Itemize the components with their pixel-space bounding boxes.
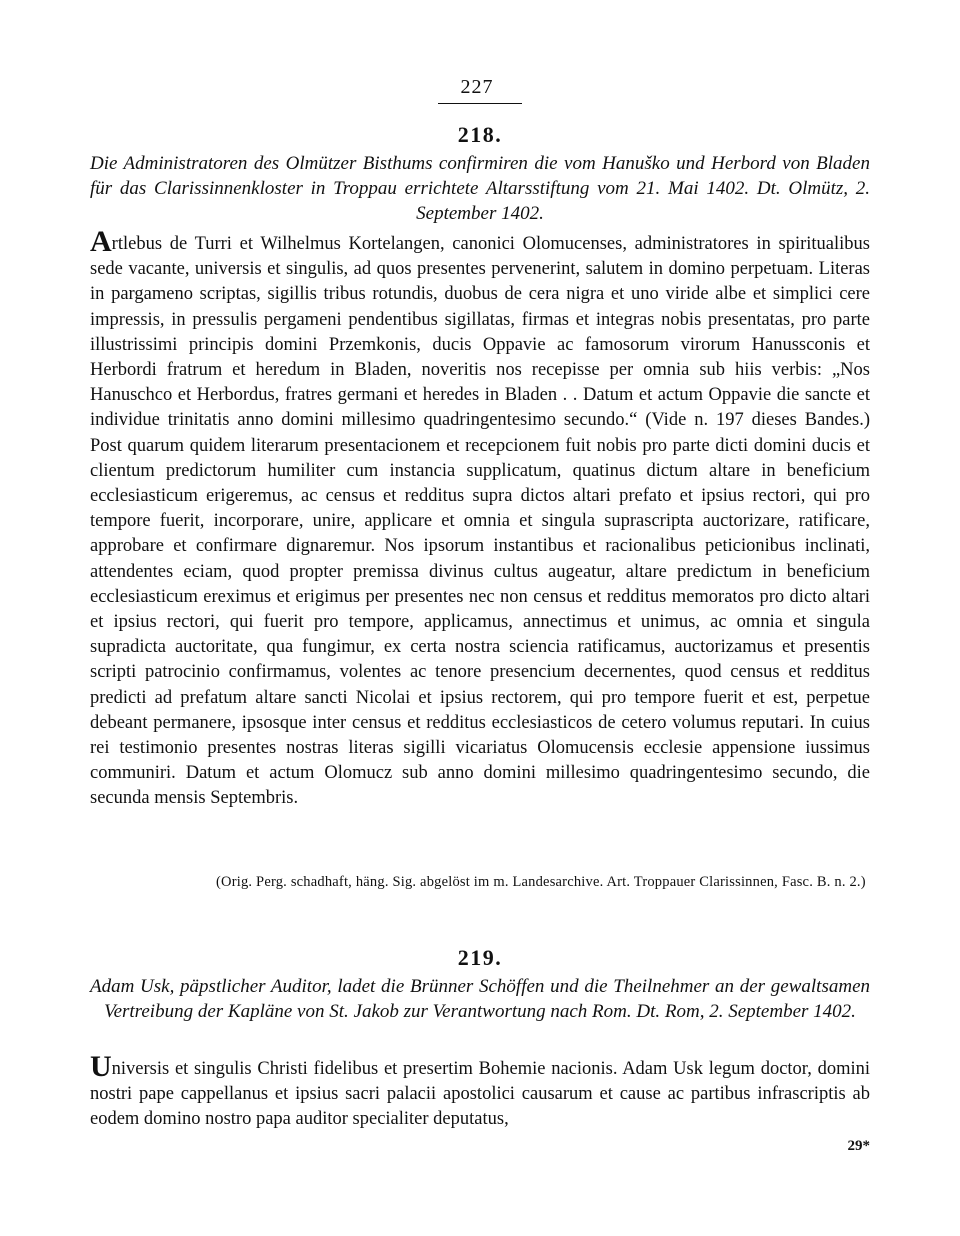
document-body xyxy=(90,225,870,812)
document-number: 219. xyxy=(457,945,503,970)
document-page xyxy=(90,0,870,1236)
page-number: 227 xyxy=(460,76,494,98)
initial-letter: A xyxy=(90,225,112,258)
document-body xyxy=(90,1050,870,1133)
initial-letter: U xyxy=(90,1050,112,1083)
document-body-text: rtlebus de Turri et Wilhelmus Kortelangen, canonici Olomucenses, administratores in spiritualibus sede vacante, universis et singulis, ad quos presentes pervenerint, salutem in domino perpetuam. Literas in pargameno scriptas, sigillis tribus rotundis, duobus de cera nigra et uno viride albe et simplici cere impressis, in pressulis pergameni pendentibus sigillatas, firmas et integras nobis presentatas, pro parte illustrissimi principis domini Przemkonis, ducis Oppavie ac famosorum virorum Hanussconis et Herbordi fratrum et heredum in Bladen, noveritis nos recepisse per omnia sub hiis verbis: „Nos Hanuschco et Herbordus, fratres germani et heredes in Bladen . . Datum et actum Oppavie die sancte et individue trinitatis anno domini millesimo quadringentesimo secundo.“ (Vide n. 197 dieses Bandes.) Post quarum quidem literarum presentacionem et recepcionem fuit nobis pro parte dicti domini ducis et clientum predictorum humiliter cum instancia supplicatum, quatinus dictum altare in beneficium ecclesiasticum erigeremus, ac census et redditus supra dictos altari prefato et ipsius rectori, qui pro tempore fuerit, incorporare, unire, applicare et omnia et singula suprascripta auctorizare, ratificare, approbare et confirmare dignaremur. Nos ipsorum instantibus et racionalibus peticionibus inclinati, attendentes eciam, quod propter premissa divinus cultus augeatur, altare predictum in beneficium ecclesiasticum ereximus et erigimus per presentes nec non census et redditus memoratos pro dicto altari et ipsius rectori, qui fuerit pro tempore, applicamus, annectimus et unimus, ac omnia et singula supradicta auctoritate, qua fungimur, ex certa nostra sciencia ratificamus, auctorizamus et presentis scripti patrocinio confirmamus, volentes ac tenore presencium decernentes, quod census et redditus predicti ad prefatum altare sancti Nicolai et ipsius rectorem, qui pro tempore fuerit et est, perpetue debeant permanere, ipsosque inter census et redditus ecclesiasticos de cetero volumus reputari. In cuius rei testimonio presentes nostras literas sigilli vicariatus Olomucensis ecclesie appensione iussimus communiri. Datum et actum Olomucz sub anno domini millesimo quadringentesimo secundo, die secunda mensis Septembris. xyxy=(90,234,870,809)
header-rule xyxy=(438,103,522,104)
document-body-text: niversis et singulis Christi fidelibus et presertim Bohemie nacionis. Adam Usk legum doctor, domini nostri pape cappellanus et ipsius sacri palacii apostolici causarum et cause ac partibus infrascriptis ab eodem domino nostro papa auditor specialiter deputatus, xyxy=(90,1059,870,1130)
source-note: (Orig. Perg. schadhaft, häng. Sig. abgelöst im m. Landesarchive. Art. Troppauer Clarissinnen, Fasc. B. n. 2.) xyxy=(216,874,866,890)
document-regest: Die Administratoren des Olmützer Bisthums confirmiren die vom Hanuško und Herbord von Bladen für das Clarissinnenkloster in Troppau errichtete Altarsstiftung vom 21. Mai 1402. Dt. Olmütz, 2. September 1402. xyxy=(90,153,870,224)
document-number: 218. xyxy=(457,122,503,147)
signature-mark: 29* xyxy=(847,1138,870,1154)
document-regest: Adam Usk, päpstlicher Auditor, ladet die Brünner Schöffen und die Theilnehmer an der gewaltsamen Vertreibung der Kapläne von St. Jakob zur Verantwortung nach Rom. Dt. Rom, 2. September 1402. xyxy=(90,976,870,1022)
